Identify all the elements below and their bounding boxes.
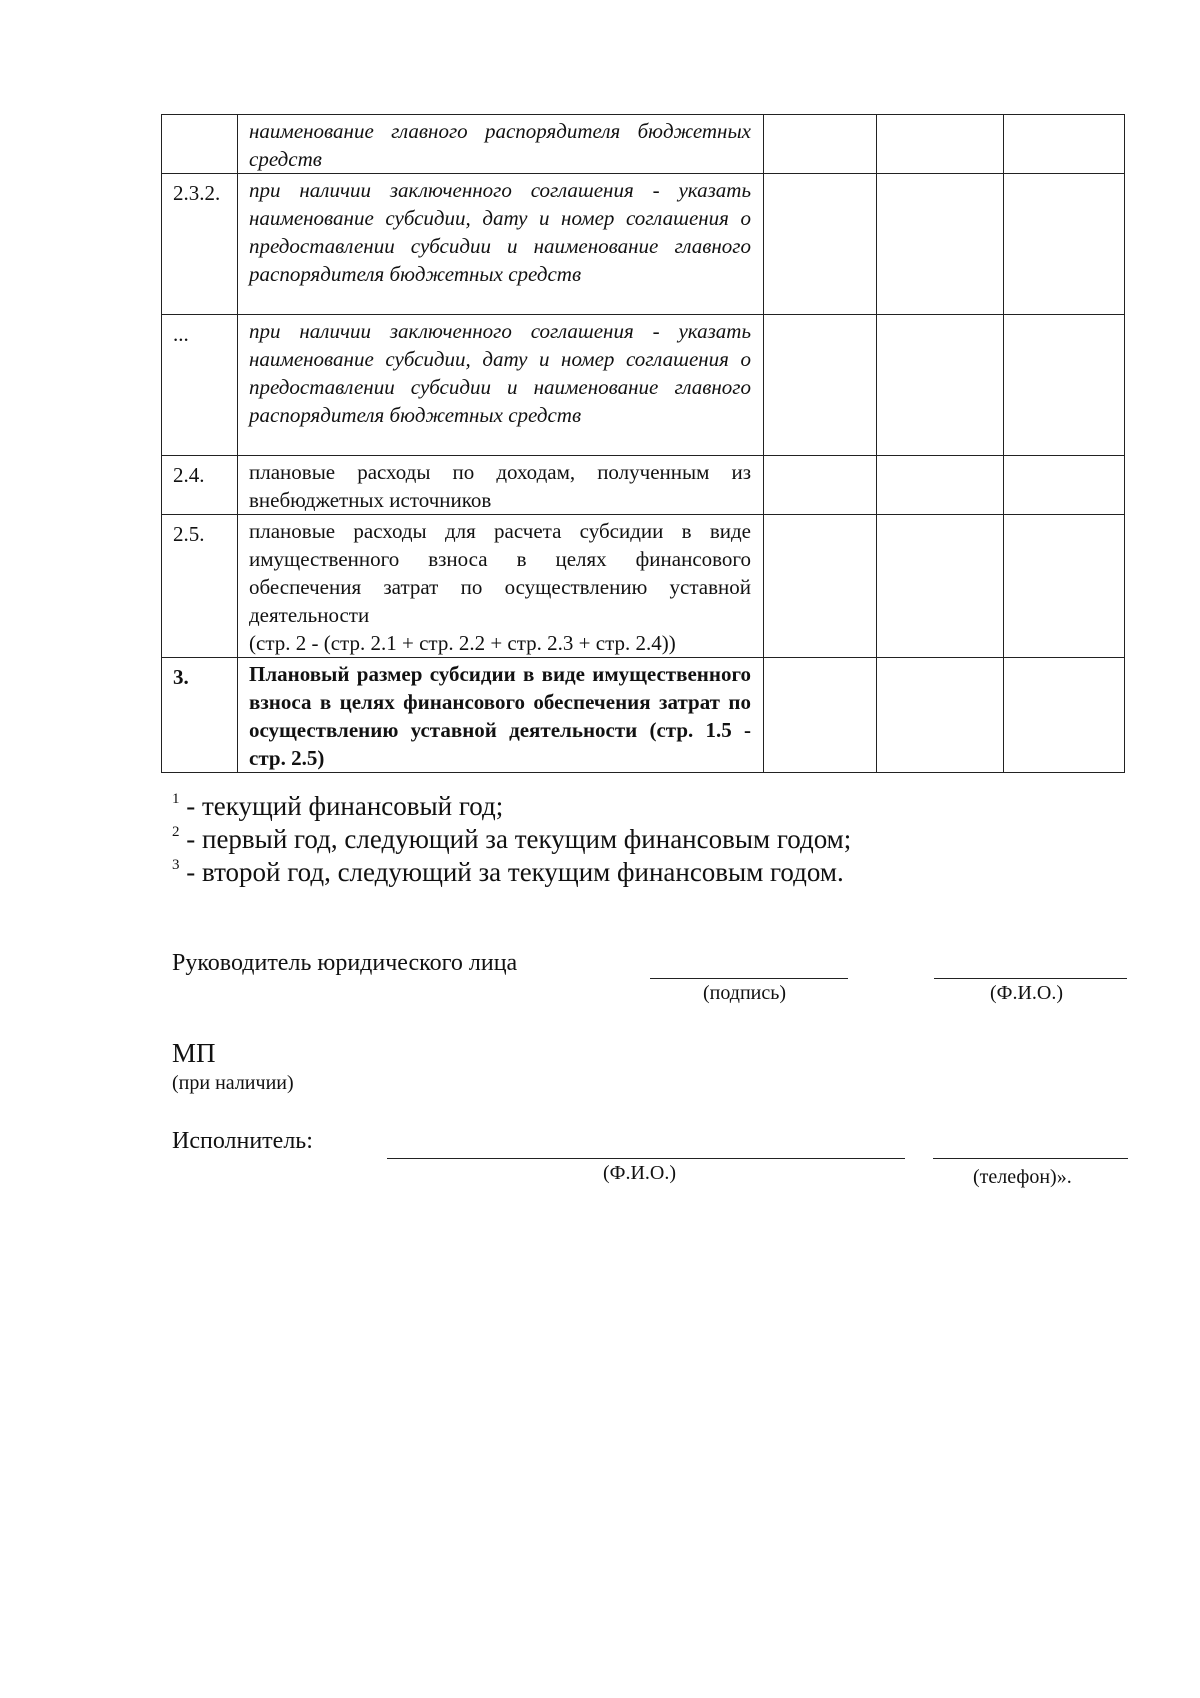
- footnote-text: - первый год, следующий за текущим финансовым годом;: [186, 824, 852, 854]
- table-row: [162, 115, 1125, 174]
- phone-caption: (телефон)».: [973, 1166, 1072, 1188]
- stamp-note: (при наличии): [172, 1072, 294, 1094]
- row-number: 2.5.: [162, 515, 238, 658]
- row-description: наименование главного распорядителя бюджетных средств: [238, 115, 764, 174]
- value-cell-year-3: [1004, 115, 1125, 174]
- footnote-mark: 2: [172, 824, 180, 840]
- footnote-mark: 1: [172, 791, 180, 807]
- value-cell-year-3: [1004, 515, 1125, 658]
- footnote-text: - второй год, следующий за текущим финансовым годом.: [186, 857, 844, 887]
- value-cell-year-1: [764, 658, 877, 773]
- row-number: ...: [162, 315, 238, 456]
- row-description: Плановый размер субсидии в виде имущественного взноса в целях финансового обеспечения затрат по осуществлению уставной деятельности (стр. 1.5 - стр. 2.5): [238, 658, 764, 773]
- value-cell-year-2: [877, 174, 1004, 315]
- footnotes: [172, 790, 851, 889]
- footnote-text: - текущий финансовый год;: [179, 791, 504, 821]
- footnote: [172, 790, 851, 823]
- table-row: [162, 174, 1125, 315]
- row-description: [238, 515, 764, 658]
- executor-label: Исполнитель:: [172, 1128, 313, 1154]
- value-cell-year-2: [877, 315, 1004, 456]
- stamp-label: МП: [172, 1038, 216, 1068]
- footnote-mark: 3: [172, 857, 180, 873]
- value-cell-year-1: [764, 315, 877, 456]
- value-cell-year-3: [1004, 315, 1125, 456]
- row-description: при наличии заключенного соглашения - указать наименование субсидии, дату и номер соглашения о предоставлении субсидии и наименование главного распорядителя бюджетных средств: [238, 315, 764, 456]
- head-fio-caption: (Ф.И.О.): [990, 982, 1064, 1004]
- table-row: [162, 456, 1125, 515]
- executor-fio-line: [387, 1158, 905, 1159]
- signature-caption: (подпись): [703, 982, 787, 1004]
- row-description: плановые расходы по доходам, полученным из внебюджетных источников: [238, 456, 764, 515]
- table-row: [162, 658, 1125, 773]
- value-cell-year-2: [877, 658, 1004, 773]
- value-cell-year-2: [877, 456, 1004, 515]
- value-cell-year-2: [877, 515, 1004, 658]
- value-cell-year-1: [764, 515, 877, 658]
- value-cell-year-2: [877, 115, 1004, 174]
- value-cell-year-1: [764, 174, 877, 315]
- head-label: Руководитель юридического лица: [172, 950, 518, 976]
- table-row: [162, 515, 1125, 658]
- calculation-table: [161, 114, 1125, 773]
- footnote: [172, 856, 851, 889]
- row-number: 2.3.2.: [162, 174, 238, 315]
- row-number: 3.: [162, 658, 238, 773]
- footnote: [172, 823, 851, 856]
- executor-fio-caption: (Ф.И.О.): [603, 1162, 677, 1184]
- table-row: [162, 315, 1125, 456]
- value-cell-year-3: [1004, 456, 1125, 515]
- phone-line: [933, 1158, 1128, 1159]
- value-cell-year-3: [1004, 174, 1125, 315]
- row-number: 2.4.: [162, 456, 238, 515]
- row-formula: (стр. 2 - (стр. 2.1 + стр. 2.2 + стр. 2.3 + стр. 2.4)): [249, 631, 676, 655]
- value-cell-year-3: [1004, 658, 1125, 773]
- value-cell-year-1: [764, 115, 877, 174]
- row-description-text: плановые расходы для расчета субсидии в виде имущественного взноса в целях финансового обеспечения затрат по осуществлению уставной деятельности: [249, 519, 751, 627]
- row-number: [162, 115, 238, 174]
- value-cell-year-1: [764, 456, 877, 515]
- head-fio-line: [934, 978, 1127, 979]
- signature-line: [650, 978, 848, 979]
- row-description: при наличии заключенного соглашения - указать наименование субсидии, дату и номер соглашения о предоставлении субсидии и наименование главного распорядителя бюджетных средств: [238, 174, 764, 315]
